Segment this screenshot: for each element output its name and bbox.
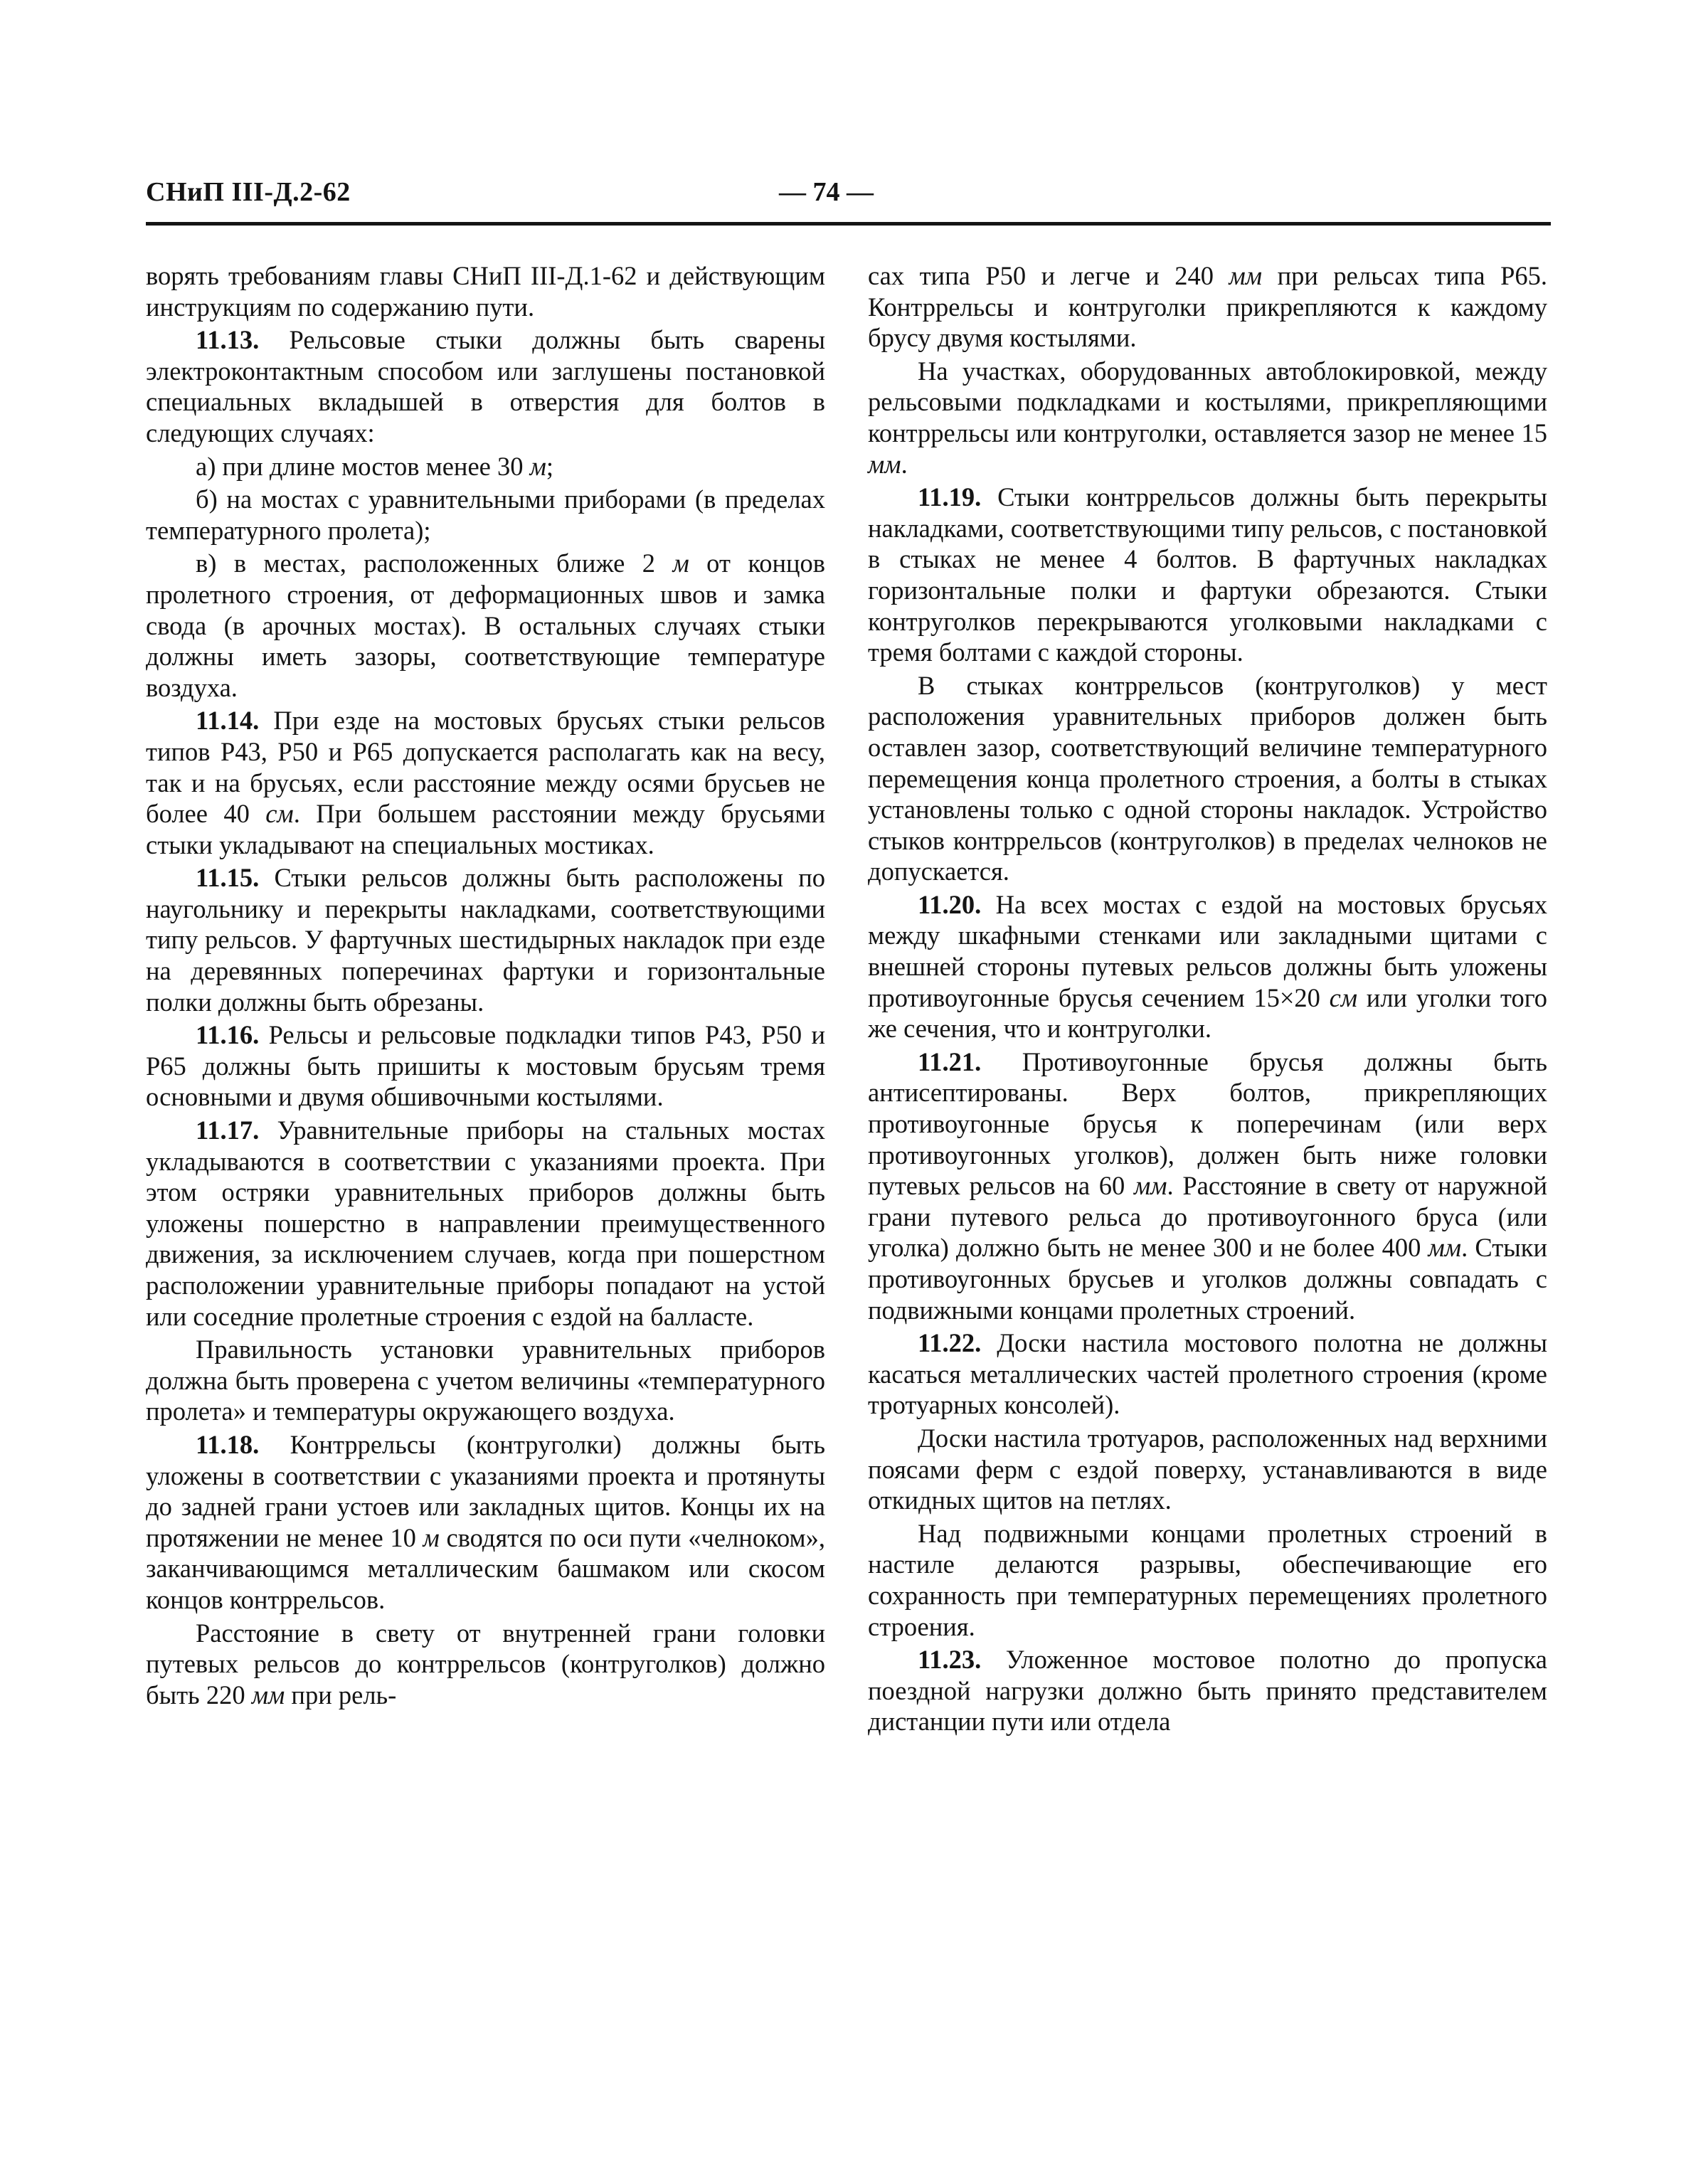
left-column — [146, 260, 825, 1710]
clause-number: 11.19. — [918, 482, 982, 512]
paragraph-text: Доски настила тротуаров, расположенных над верхними поясами ферм с ездой поверху, устанавливаются в виде откидных щитов на петлях. — [868, 1423, 1547, 1515]
paragraph-p-11-16 — [146, 1019, 825, 1113]
paragraph-p-11-23 — [868, 1644, 1547, 1737]
header-rule — [146, 222, 1551, 226]
paragraph-text: Уравнительные приборы на стальных мостах укладываются в соответствии с указаниями проекта. При этом остряки уравнительных приборов должны быть уложены пошерстно в направлении преимущественного движения, за исключением случаев, когда при пошерстном расположении уравнительные приборы попадают на устой или соседние пролетные строения с ездой на балласте. — [146, 1115, 825, 1331]
paragraph-text: Расстояние в свету от внутренней грани головки путевых рельсов до контррельсов (контруголков) должно быть 220 — [146, 1618, 825, 1709]
paragraph-p-11-14 — [146, 705, 825, 860]
unit-text: см — [1329, 982, 1358, 1012]
unit-text: см — [265, 799, 294, 829]
paragraph-text: ворять требованиям главы СНиП III-Д.1-62 и действующим инструкциям по содержанию пути. — [146, 261, 825, 322]
paragraph-text: . Расстояние в свету от наружной грани путевого рельса до противоугонного бруса (или уголка) должно быть не менее 300 и не более 400 — [868, 1171, 1547, 1263]
paragraph-text: ; — [546, 451, 554, 481]
paragraph-p-11-19 — [868, 482, 1547, 668]
unit-text: мм — [1133, 1171, 1167, 1201]
paragraph-p-11-18-c — [868, 356, 1547, 479]
paragraph-text: . При большем расстоянии между брусьями стыки укладывают на специальных мостиках. — [146, 799, 825, 859]
paragraph-p-11-22-b — [868, 1423, 1547, 1516]
paragraph-text: Над подвижными концами пролетных строений в настиле делаются разрывы, обеспечивающие его сохранность при температурных перемещениях пролетного строения. — [868, 1518, 1547, 1641]
paragraph-text: сводятся по оси пути «челноком», заканчивающимся металлическим башмаком или скосом концов контррельсов. — [146, 1522, 825, 1614]
document-code: СНиП III-Д.2-62 — [146, 177, 351, 207]
paragraph-text: Рельсовые стыки должны быть сварены электроконтактным способом или заглушены постановкой специальных вкладышей в отверстия для болтов в следующих случаях: — [146, 325, 825, 447]
paragraph-text: Правильность установки уравнительных приборов должна быть проверена с учетом величины «температурного пролета» и температуры окружающего воздуха. — [146, 1335, 825, 1426]
paragraph-p-11-21 — [868, 1046, 1547, 1325]
paragraph-p-11-22-c — [868, 1518, 1547, 1642]
paragraph-p-11-17-b — [146, 1334, 825, 1427]
clause-number: 11.21. — [918, 1046, 982, 1076]
paragraph-text: от концов пролетного строения, от деформационных швов и замка свода (в арочных мостах). В остальных случаях стыки должны иметь зазоры, соответствующие температуре воздуха. — [146, 548, 826, 702]
clause-number: 11.13. — [196, 325, 260, 355]
paragraph-p-11-15 — [146, 862, 825, 1017]
unit-text: мм — [1428, 1233, 1462, 1263]
paragraph-text: . — [901, 449, 908, 479]
unit-text: мм — [251, 1680, 285, 1709]
paragraph-text: При езде на мостовых брусьях стыки рельсов типов Р43, Р50 и Р65 допускается располагать как на весу, так и на брусьях, если расстояние между осями брусьев не более 40 — [146, 706, 825, 829]
paragraph-text: Противоугонные брусья должны быть антисептированы. Верх болтов, прикрепляющих противоугонные брусья к поперечинам (или верх противоугонных уголков), должен быть ниже головки путевых рельсов на 60 — [868, 1046, 1547, 1201]
paragraph-text: Контррельсы (контруголки) должны быть уложены в соответствии с указаниями проекта и протянуты до задней грани устоев или закладных щитов. Концы их на протяжении не менее 10 — [146, 1429, 825, 1552]
paragraph-text: На всех мостах с ездой на мостовых брусьях между шкафными стенками или закладными щитами с внешней стороны путевых рельсов должны быть уложены противоугонные брусья сечением 15×20 — [868, 889, 1547, 1012]
paragraph-text: б) на мостах с уравнительными приборами (в пределах температурного пролета); — [146, 484, 825, 545]
unit-text: мм — [1229, 261, 1263, 290]
clause-number: 11.17. — [196, 1115, 260, 1145]
paragraph-text: Доски настила мостового полотна не должны касаться металлических частей пролетного строения (кроме тротуарных консолей). — [868, 1328, 1547, 1420]
paragraph-p-cont-right — [868, 260, 1547, 354]
clause-number: 11.22. — [918, 1328, 982, 1358]
paragraph-text: На участках, оборудованных автоблокировкой, между рельсовыми подкладками и костылями, прикрепляющими контррельсы или контруголки, оставляется зазор не менее 15 — [868, 356, 1547, 447]
unit-text: мм — [868, 449, 901, 479]
unit-text: м — [672, 548, 689, 578]
paragraph-p-11-18-b — [146, 1618, 825, 1711]
paragraph-p-11-13-a — [146, 451, 825, 482]
clause-number: 11.15. — [196, 863, 260, 893]
paragraph-text: сах типа Р50 и легче и 240 — [868, 261, 1229, 290]
paragraph-text: или уголки того же сечения, что и контруголки. — [868, 982, 1548, 1044]
paragraph-p-cont-start — [146, 260, 825, 322]
page-header — [146, 176, 1551, 219]
paragraph-text: при рель- — [285, 1680, 397, 1709]
paragraph-p-11-20 — [868, 889, 1547, 1044]
page-number: — 74 — — [779, 177, 874, 207]
paragraph-p-11-18 — [146, 1429, 825, 1616]
paragraph-text: в) в местах, расположенных ближе 2 — [196, 548, 673, 578]
right-column — [868, 260, 1547, 1737]
paragraph-text: а) при длине мостов менее 30 — [196, 451, 530, 481]
paragraph-text: . Стыки противоугонных брусьев и уголков должны совпадать с подвижными концами пролетных строений. — [868, 1233, 1547, 1325]
paragraph-p-11-13 — [146, 324, 825, 448]
clause-number: 11.20. — [918, 889, 982, 919]
paragraph-text: Стыки рельсов должны быть расположены по наугольнику и перекрыты накладками, соответствующими типу рельсов. У фартучных шестидырных накладок при езде на деревянных поперечинах фартуки и горизонтальные полки должны быть обрезаны. — [146, 863, 825, 1017]
paragraph-p-11-17 — [146, 1115, 825, 1332]
paragraph-p-11-13-c — [146, 548, 825, 703]
clause-number: 11.18. — [196, 1429, 260, 1459]
paragraph-text: Уложенное мостовое полотно до пропуска поездной нагрузки должно быть принято представителем дистанции пути или отдела — [868, 1645, 1547, 1737]
paragraph-text: Рельсы и рельсовые подкладки типов Р43, Р50 и Р65 должны быть пришиты к мостовым брусьям тремя основными и двумя обшивочными костылями. — [146, 1020, 825, 1112]
clause-number: 11.16. — [196, 1020, 260, 1050]
paragraph-text: Стыки контррельсов должны быть перекрыты накладками, соответствующими типу рельсов, с постановкой в стыках не менее 4 болтов. В фартучных накладках горизонтальные полки и фартуки обрезаются. Стыки контруголков перекрываются уголковыми накладками с тремя болтами с каждой стороны. — [868, 482, 1547, 667]
clause-number: 11.14. — [196, 706, 260, 736]
paragraph-p-11-19-b — [868, 670, 1547, 887]
paragraph-p-11-13-b — [146, 484, 825, 546]
unit-text: м — [423, 1522, 440, 1552]
unit-text: м — [529, 451, 546, 481]
paragraph-text: при рельсах типа Р65. Контррельсы и контруголки прикрепляются к каждому брусу двумя костылями. — [868, 261, 1548, 353]
paragraph-p-11-22 — [868, 1327, 1547, 1421]
paragraph-text: В стыках контррельсов (контруголков) у мест расположения уравнительных приборов должен быть оставлен зазор, соответствующий величине температурного перемещения конца пролетного строения, а болты в стыках установлены только с одной стороны накладок. Устройство стыков контррельсов (контруголков) в пределах челноков не допускается. — [868, 670, 1547, 886]
clause-number: 11.23. — [918, 1645, 982, 1675]
